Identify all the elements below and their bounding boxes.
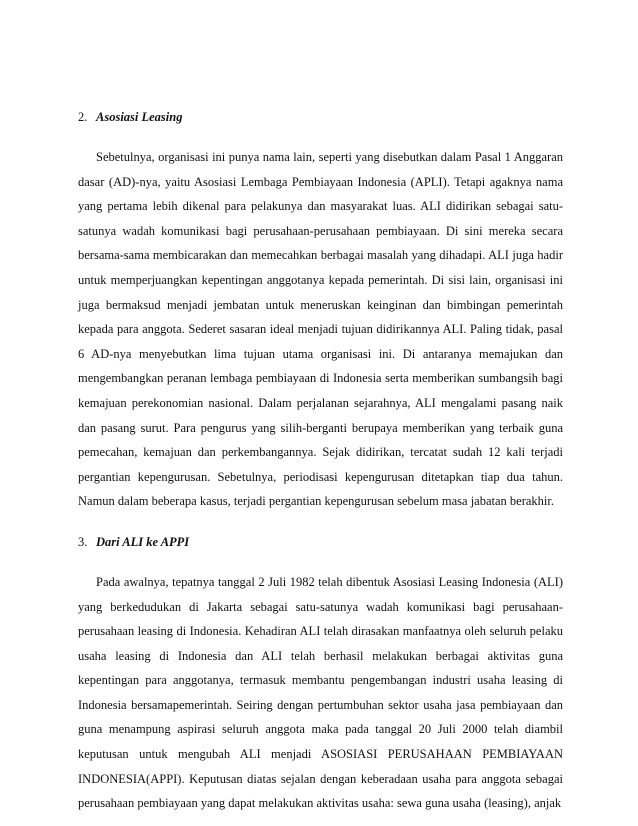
- page-content: [78, 106, 563, 816]
- section-number: 2.: [78, 110, 88, 124]
- section-number: 3.: [78, 534, 88, 549]
- section-title: Asosiasi Leasing: [96, 110, 183, 124]
- section-title: Dari ALI ke APPI: [96, 534, 190, 549]
- section-paragraph: Sebetulnya, organisasi ini punya nama lain, seperti yang disebutkan dalam Pasal 1 Anggaran dasar (AD)-nya, yaitu Asosiasi Lembaga Pembiayaan Indonesia (APLI). Tetapi agaknya nama yang pertama lebih dikenal para pelakunya dan masyarakat luas. ALI didirikan sebagai satu-satunya wadah komunikasi bagi perusahaan-perusahaan pembiayaan. Di sini mereka secara bersama-sama membicarakan dan memecahkan berbagai masalah yang dihadapi. ALI juga hadir untuk memperjuangkan kepentingan anggotanya kepada pemerintah. Di sisi lain, organisasi ini juga bermaksud menjadi jembatan untuk meneruskan keinginan dan bimbingan pemerintah kepada para anggota. Sederet sasaran ideal menjadi tujuan didirikannya ALI. Paling tidak, pasal 6 AD-nya menyebutkan lima tujuan utama organisasi ini. Di antaranya memajukan dan mengembangkan peranan lembaga pembiayaan di Indonesia serta memberikan sumbangsih bagi kemajuan perekonomian nasional. Dalam perjalanan sejarahnya, ALI mengalami pasang naik dan pasang surut. Para pengurus yang silih-berganti berupaya memberikan yang terbaik guna pemecahan, kemajuan dan perkembangannya. Sejak didirikan, tercatat sudah 12 kali terjadi pergantian kepengurusan. Sebetulnya, periodisasi kepengurusan ditetapkan tiap dua tahun. Namun dalam beberapa kasus, terjadi pergantian kepengurusan sebelum masa jabatan berakhir.: [78, 150, 563, 509]
- section-heading-dari-ali-ke-appi: [78, 531, 563, 553]
- section-paragraph: Pada awalnya, tepatnya tanggal 2 Juli 1982 telah dibentuk Asosiasi Leasing Indonesia (ALI) yang berkedudukan di Jakarta sebagai satu-satunya wadah komunikasi bagi perusahaan-perusahaan leasing di Indonesia. Kehadiran ALI telah dirasakan manfaatnya oleh seluruh pelaku usaha leasing di Indonesia dan ALI telah berhasil melakukan berbagai aktivitas guna kepentingan para anggotanya, termasuk membantu pengembangan industri usaha leasing di Indonesia bersamapemerintah. Seiring dengan pertumbuhan sektor usaha jasa pembiayaan dan guna menampung aspirasi seluruh anggota maka pada tanggal 20 Juli 2000 telah diambil keputusan untuk mengubah ALI menjadi ASOSIASI PERUSAHAAN PEMBIAYAAN INDONESIA(APPI). Keputusan diatas sejalan dengan keberadaan usaha para anggota sebagai perusahaan pembiayaan yang dapat melakukan aktivitas usaha: sewa guna usaha (leasing), anjak: [78, 574, 563, 811]
- section-heading-asosiasi-leasing: [78, 106, 563, 128]
